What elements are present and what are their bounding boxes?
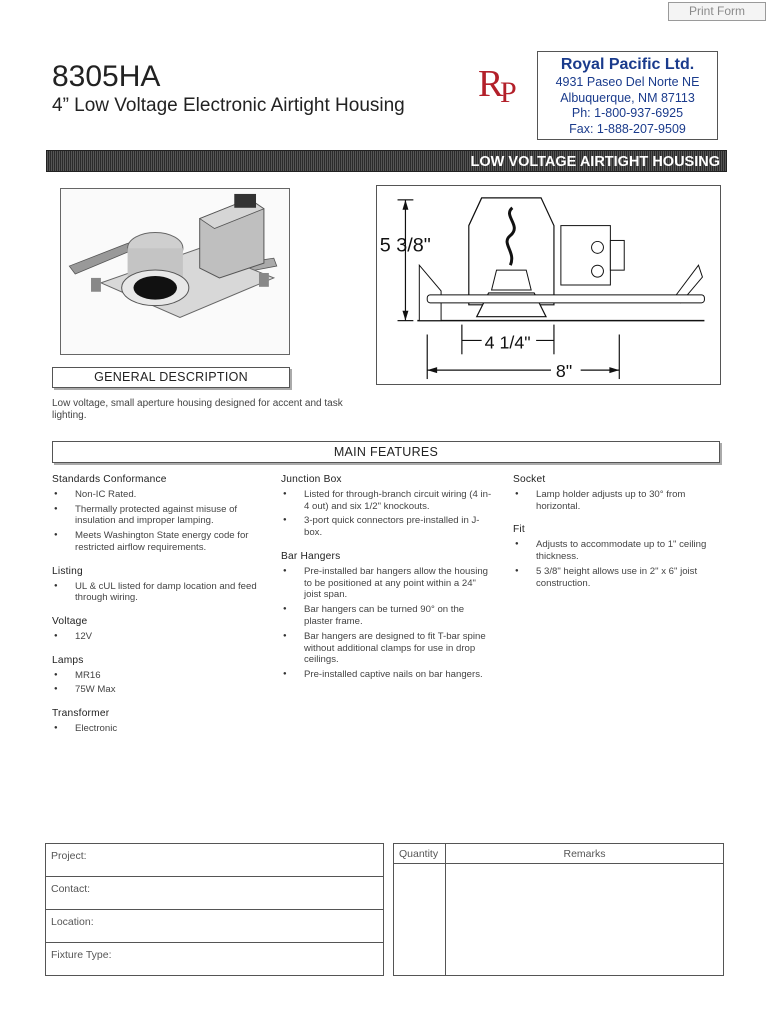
feature-group-title: Voltage bbox=[52, 616, 88, 628]
feature-group bbox=[52, 616, 277, 643]
feature-item: ● Pre-installed captive nails on bar hangers. bbox=[281, 669, 493, 681]
feature-group-title: Listing bbox=[52, 565, 83, 577]
feature-group bbox=[52, 566, 277, 604]
company-logo bbox=[476, 60, 528, 106]
remarks-label: Remarks bbox=[563, 848, 606, 860]
feature-group-title: Fit bbox=[513, 524, 525, 536]
project-field[interactable] bbox=[46, 844, 383, 877]
feature-list bbox=[281, 489, 493, 539]
main-features-header: MAIN FEATURES bbox=[52, 441, 720, 463]
feature-list bbox=[513, 539, 723, 589]
feature-group-title: Lamps bbox=[52, 654, 84, 666]
feature-group bbox=[52, 474, 277, 554]
company-fax: Fax: 1-888-207-9509 bbox=[569, 121, 686, 136]
contact-label: Contact: bbox=[51, 883, 91, 895]
feature-list bbox=[52, 723, 277, 735]
feature-group-title: Standards Conformance bbox=[52, 474, 167, 485]
width-dimension-label: 8" bbox=[555, 361, 573, 382]
feature-item: ● Meets Washington State energy code for restricted airflow requirements. bbox=[52, 530, 277, 554]
general-description-header: GENERAL DESCRIPTION bbox=[52, 367, 290, 388]
feature-item: ● 75W Max bbox=[52, 684, 277, 696]
general-description-text: Low voltage, small aperture housing designed for accent and task lighting. bbox=[52, 398, 343, 421]
feature-group-title: Transformer bbox=[52, 708, 110, 720]
feature-item: ● Adjusts to accommodate up to 1" ceiling thickness. bbox=[513, 539, 723, 563]
feature-item: ● Pre-installed bar hangers allow the housing to be positioned at any point within a 24" joist span. bbox=[281, 566, 493, 601]
feature-item: ● 12V bbox=[52, 631, 277, 643]
feature-item: ● Bar hangers are designed to fit T-bar spine without additional clamps for use in drop ceilings. bbox=[281, 631, 493, 666]
feature-list bbox=[513, 489, 723, 513]
features-column-3 bbox=[513, 474, 723, 601]
svg-text:P: P bbox=[500, 76, 517, 106]
feature-group-title: Junction Box bbox=[281, 474, 342, 485]
quantity-remarks-header bbox=[394, 844, 723, 864]
quantity-remarks-table bbox=[393, 843, 724, 976]
feature-list bbox=[52, 670, 277, 697]
dimension-diagram bbox=[376, 185, 721, 385]
features-column-1 bbox=[52, 474, 277, 747]
feature-group bbox=[513, 474, 723, 512]
feature-item: ● Lamp holder adjusts up to 30° from horizontal. bbox=[513, 489, 723, 513]
feature-group-title: Socket bbox=[513, 474, 546, 485]
quantity-remarks-divider bbox=[445, 844, 446, 975]
fixture-type-label: Fixture Type: bbox=[51, 949, 112, 961]
feature-item: ● UL & cUL listed for damp location and feed through wiring. bbox=[52, 581, 277, 605]
fixture-type-field[interactable] bbox=[46, 943, 383, 976]
feature-group bbox=[52, 655, 277, 696]
project-label: Project: bbox=[51, 850, 87, 862]
feature-list bbox=[281, 566, 493, 681]
feature-group bbox=[52, 708, 277, 735]
location-field[interactable] bbox=[46, 910, 383, 943]
company-address-line1: 4931 Paseo Del Norte NE bbox=[555, 75, 700, 89]
contact-field[interactable] bbox=[46, 877, 383, 910]
company-name: Royal Pacific Ltd. bbox=[560, 56, 695, 73]
feature-group-title: Bar Hangers bbox=[281, 550, 341, 562]
feature-item: ● Electronic bbox=[52, 723, 277, 735]
company-phone: Ph: 1-800-937-6925 bbox=[571, 106, 684, 120]
svg-text:R: R bbox=[478, 63, 504, 105]
print-form-button[interactable]: Print Form bbox=[668, 2, 766, 21]
company-address-line2: Albuquerque, NM 87113 bbox=[560, 90, 695, 105]
feature-item: ● Bar hangers can be turned 90° on the plaster frame. bbox=[281, 604, 493, 628]
feature-group bbox=[281, 474, 493, 539]
feature-item: ● 3-port quick connectors pre-installed in J-box. bbox=[281, 515, 493, 539]
section-banner-title: LOW VOLTAGE AIRTIGHT HOUSING bbox=[470, 154, 720, 170]
feature-group bbox=[281, 551, 493, 681]
product-photo bbox=[60, 188, 290, 355]
project-info-table bbox=[45, 843, 384, 976]
product-title: 4” Low Voltage Electronic Airtight Housing bbox=[52, 95, 405, 116]
features-column-2 bbox=[281, 474, 493, 693]
feature-item: ● Listed for through-branch circuit wiring (4 in-4 out) and six 1/2" knockouts. bbox=[281, 489, 493, 513]
feature-group bbox=[513, 524, 723, 589]
feature-list bbox=[52, 581, 277, 605]
feature-list bbox=[52, 631, 277, 643]
feature-item: ● Non-IC Rated. bbox=[52, 489, 277, 501]
model-number: 8305HA bbox=[52, 60, 161, 93]
feature-list bbox=[52, 489, 277, 554]
section-banner bbox=[46, 150, 727, 172]
height-dimension-label: 5 3/8" bbox=[379, 234, 431, 257]
location-label: Location: bbox=[51, 916, 94, 928]
aperture-dimension-label: 4 1/4" bbox=[484, 332, 531, 353]
company-info bbox=[537, 51, 718, 140]
feature-item: ● Thermally protected against misuse of insulation and improper lamping. bbox=[52, 504, 277, 528]
quantity-label: Quantity bbox=[399, 848, 439, 860]
feature-item: ● 5 3/8" height allows use in 2" x 6" joist construction. bbox=[513, 566, 723, 590]
feature-item: ● MR16 bbox=[52, 670, 277, 682]
